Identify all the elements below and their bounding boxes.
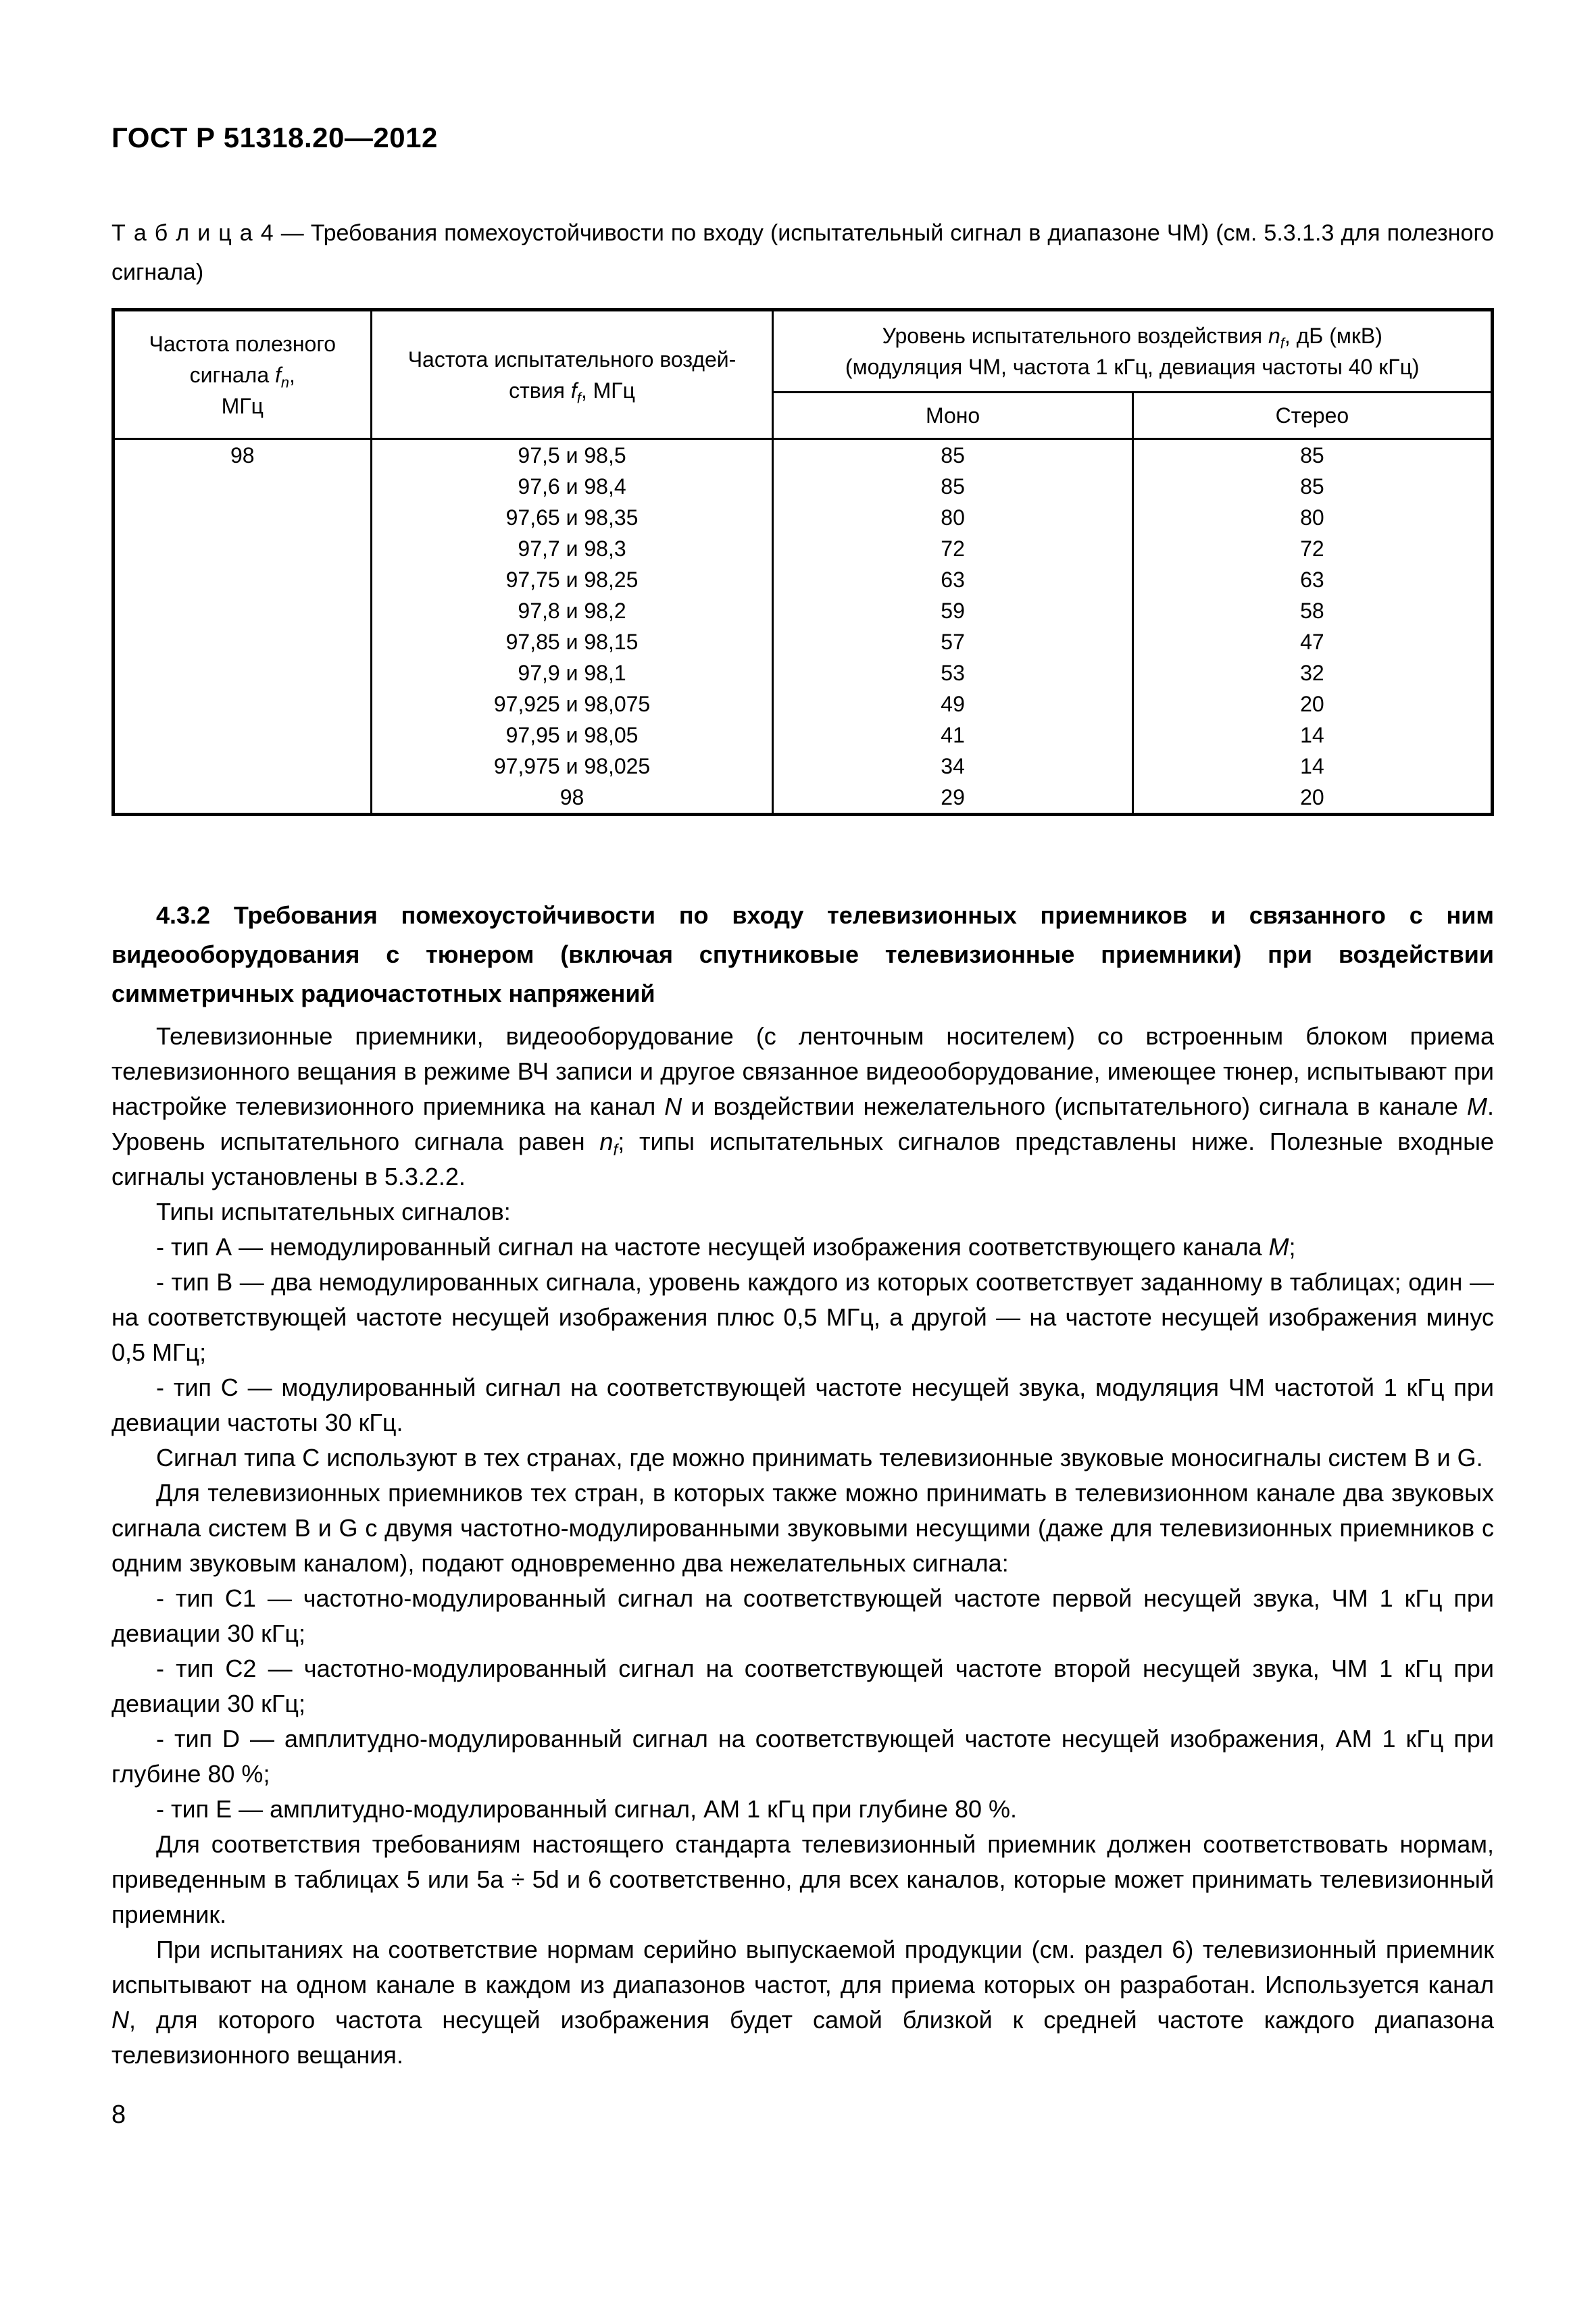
table-cell-line: 97,925 и 98,075 xyxy=(493,692,651,716)
text-run: ; xyxy=(1289,1233,1296,1261)
text-run: N xyxy=(664,1092,682,1120)
table-cell-line xyxy=(115,782,370,813)
text-run: f xyxy=(1280,334,1285,352)
table-4 xyxy=(111,308,1494,816)
table-cell-line: 80 xyxy=(1300,505,1324,530)
text-run: ; типы испытательных сигналов представлены ниже. Полезные входные сигналы установлены в 5.3.2.2. xyxy=(111,1128,1495,1190)
text-run: - тип D — амплитудно-модулированный сигнал на соответствующей частоте несущей изображения, АМ 1 кГц при глубине 80 %; xyxy=(111,1725,1494,1788)
text-run: Частота полезного xyxy=(149,331,336,356)
text-run: f xyxy=(613,1141,618,1160)
table-cell-line: 97,9 и 98,1 xyxy=(518,661,626,685)
paragraph-conformance xyxy=(111,1827,1494,1932)
table-cell-line xyxy=(115,688,370,720)
text-run: При испытаниях на соответствие нормам серийно выпускаемой продукции (см. раздел 6) телевизионный приемник испытывают на одном канале в каждом из диапазонов частот, для приема которых он разработан. Используется канал xyxy=(111,1936,1494,1998)
text-run: - тип С1 — частотно-модулированный сигнал на соответствующей частоте первой несущей звука, ЧМ 1 кГц при девиации 30 кГц; xyxy=(111,1584,1494,1647)
table-caption xyxy=(111,213,1494,292)
table-cell-line: 63 xyxy=(1300,568,1324,592)
table-cell-line xyxy=(115,564,370,595)
table-cell-line xyxy=(115,657,370,688)
text-run: МГц xyxy=(221,393,264,418)
table-header-stereo: Стерео xyxy=(1132,393,1492,439)
text-run: f xyxy=(570,378,577,403)
paragraph-type-a xyxy=(111,1230,1494,1265)
text-run: М xyxy=(1268,1233,1289,1261)
paragraph-type-e xyxy=(111,1792,1494,1827)
paragraph-type-c1 xyxy=(111,1581,1494,1651)
paragraph-type-c-usage xyxy=(111,1440,1494,1476)
table-cell-line: 97,7 и 98,3 xyxy=(518,536,626,561)
table-cell-line: 20 xyxy=(1300,785,1324,809)
table-cell-line: 49 xyxy=(941,692,965,716)
table-cell-line: 20 xyxy=(1300,692,1324,716)
table-cell-line: 59 xyxy=(941,599,965,623)
table-cell-line: 97,5 и 98,5 xyxy=(518,443,626,468)
table-cell-line: 32 xyxy=(1300,661,1324,685)
table-cell-line: 14 xyxy=(1300,723,1324,747)
document-code: ГОСТ Р 51318.20—2012 xyxy=(111,122,438,153)
page-number: 8 xyxy=(111,2101,126,2129)
text-run: f xyxy=(275,362,281,387)
table-cell-line: 72 xyxy=(941,536,965,561)
text-run: - тип Е — амплитудно-модулированный сигнал, АМ 1 кГц при глубине 80 %. xyxy=(156,1795,1018,1823)
table-cell-line xyxy=(115,502,370,533)
table-cell-line: 97,6 и 98,4 xyxy=(518,474,626,499)
text-run: - тип А — немодулированный сигнал на частоте несущей изображения соответствующего канала xyxy=(156,1233,1269,1261)
text-run: , МГц xyxy=(580,378,635,403)
text-run: Уровень испытательного воздействия xyxy=(882,324,1268,348)
table-cell-line: 80 xyxy=(941,505,965,530)
text-run: и воздействии нежелательного (испытательного) сигнала в канале xyxy=(682,1092,1467,1120)
table-caption-label: Т а б л и ц а 4 xyxy=(111,220,274,246)
table-body-row xyxy=(114,439,1493,815)
text-run: f xyxy=(576,388,581,406)
table-cell-line: 34 xyxy=(941,754,965,778)
paragraph-type-b xyxy=(111,1265,1494,1370)
paragraph-type-c xyxy=(111,1370,1494,1440)
text-run: Сигнал типа С используют в тех странах, где можно принимать телевизионные звуковые моносигналы систем В и G. xyxy=(156,1444,1483,1472)
text-run: n xyxy=(599,1128,614,1155)
table-cell-line: 97,65 и 98,35 xyxy=(505,505,639,530)
table-cell-line: 72 xyxy=(1300,536,1324,561)
table-cell-line: 29 xyxy=(941,785,965,809)
table-cell-line: 85 xyxy=(941,443,965,468)
text-run: . Уровень испытательного сигнала равен xyxy=(111,1092,1494,1155)
section-heading: 4.3.2 Требования помехоустойчивости по входу телевизионных приемников и связанного с ним видеооборудования с тюнером (включая спутниковые телевизионные приемники) при воздействии симметричных радиочастотных напряжений xyxy=(111,901,1494,1007)
table-cell-line: 85 xyxy=(1300,443,1324,468)
text-run: - тип С2 — частотно-модулированный сигнал на соответствующей частоте второй несущей звука, ЧМ 1 кГц при девиации 30 кГц; xyxy=(111,1655,1494,1717)
table-cell-line: 58 xyxy=(1300,599,1324,623)
table-cell-line: 63 xyxy=(941,568,965,592)
paragraph-signal-types xyxy=(111,1194,1494,1230)
paragraph-dual-sound xyxy=(111,1476,1494,1581)
text-run: n xyxy=(1268,324,1280,348)
table-cell-line: 53 xyxy=(941,661,965,685)
page-content xyxy=(111,122,1494,2073)
table-cell-line: 97,95 и 98,05 xyxy=(505,723,639,747)
table-column-stereo-values xyxy=(1132,439,1492,815)
table-cell-line: 57 xyxy=(941,630,965,654)
paragraph-intro xyxy=(111,1019,1494,1194)
table-cell-line xyxy=(115,720,370,751)
table-cell-line xyxy=(115,471,370,502)
table-caption-text: — Требования помехоустойчивости по входу (испытательный сигнал в диапазоне ЧМ) (см. 5.3.1.3 для полезного сигнала) xyxy=(111,220,1495,285)
text-run: сигнала xyxy=(189,362,276,387)
table-cell-line: 41 xyxy=(941,723,965,747)
table-cell-line: 97,75 и 98,25 xyxy=(505,568,639,592)
table-cell-line: 14 xyxy=(1300,754,1324,778)
text-run: Для телевизионных приемников тех стран, в которых также можно принимать в телевизионном канале два звуковых сигнала систем В и G с двумя частотно-модулированными звуковыми несущими (даже для телевизионных приемников с одним звуковым каналом), подают одновременно два нежелательных сигнала: xyxy=(111,1479,1494,1577)
table-cell-line xyxy=(115,533,370,564)
text-run: ствия xyxy=(509,378,571,403)
text-run: (модуляция ЧМ, частота 1 кГц, девиация частоты 40 кГц) xyxy=(845,355,1420,379)
table-column-test-frequency xyxy=(371,439,773,815)
table-header-test-frequency xyxy=(371,310,773,439)
table-cell-line: 47 xyxy=(1300,630,1324,654)
text-run: М xyxy=(1466,1092,1487,1120)
text-run: n xyxy=(280,373,290,391)
table-cell-line: 97,85 и 98,15 xyxy=(505,630,639,654)
text-run: , для которого частота несущей изображения будет самой близкой к средней частоте каждого диапазона телевизионного вещания. xyxy=(111,2006,1494,2069)
table-header-row xyxy=(114,310,1493,393)
table-cell-line xyxy=(115,751,370,782)
table-header-useful-frequency xyxy=(114,310,372,439)
table-header-mono: Моно xyxy=(773,393,1132,439)
table-cell-line: 85 xyxy=(1300,474,1324,499)
text-run: N xyxy=(111,2006,129,2034)
table-cell-line: 98 xyxy=(230,443,255,468)
paragraph-serial-tests xyxy=(111,1932,1494,2073)
text-run: Телевизионные приемники, видеооборудование (с ленточным носителем) со встроенным блоком приема телевизионного вещания в режиме ВЧ записи и другое связанное видеооборудование, имеющее тюнер, испытывают при настройке телевизионного приемника на канал xyxy=(111,1022,1494,1120)
table-column-useful-frequency xyxy=(114,439,372,815)
table-cell-line: 98 xyxy=(559,785,584,809)
table-cell-line: 97,8 и 98,2 xyxy=(518,599,626,623)
table-column-mono-values xyxy=(773,439,1132,815)
text-run: - тип С — модулированный сигнал на соответствующей частоте несущей звука, модуляция ЧМ частотой 1 кГц при девиации частоты 30 кГц. xyxy=(111,1374,1494,1436)
paragraph-type-c2 xyxy=(111,1651,1494,1721)
table-cell-line: 85 xyxy=(941,474,965,499)
table-cell-line xyxy=(115,626,370,657)
text-run: - тип В — два немодулированных сигнала, уровень каждого из которых соответствует заданному в таблицах; один — на соответствующей частоте несущей изображения плюс 0,5 МГц, а другой — на частоте несущей изображения минус 0,5 МГц; xyxy=(111,1268,1494,1366)
paragraph-type-d xyxy=(111,1721,1494,1792)
table-cell-line: 97,975 и 98,025 xyxy=(493,754,651,778)
text-run: Частота испытательного воздей- xyxy=(407,347,737,372)
text-run: , xyxy=(289,362,295,387)
text-run: Для соответствия требованиям настоящего стандарта телевизионный приемник должен соответствовать нормам, приведенным в таблицах 5 или 5а ÷ 5d и 6 соответственно, для всех каналов, которые может принимать телевизионный приемник. xyxy=(111,1830,1494,1928)
table-header-test-level xyxy=(773,310,1493,393)
text-run: , дБ (мкВ) xyxy=(1284,324,1382,348)
text-run: Типы испытательных сигналов: xyxy=(156,1198,511,1226)
table-cell-line xyxy=(115,595,370,626)
